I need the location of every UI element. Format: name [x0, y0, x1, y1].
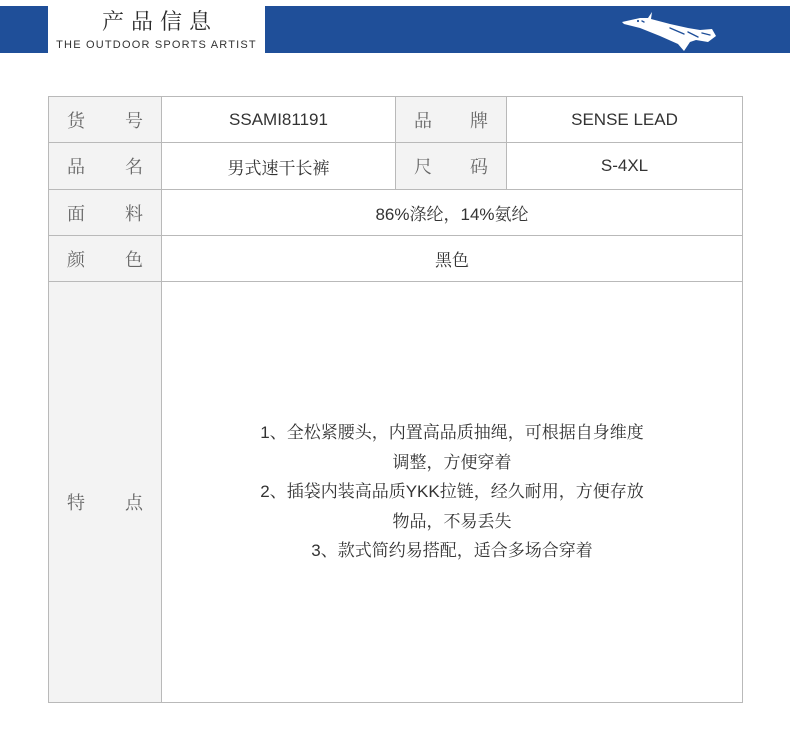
table-row: [49, 190, 743, 236]
item-no-label: [49, 97, 162, 143]
size-value: S-4XL: [507, 143, 743, 190]
size-label-char: 码: [470, 157, 488, 177]
product-spec-table: [48, 96, 743, 703]
features-label-char: 点: [125, 493, 143, 513]
table-row: [49, 97, 743, 143]
features-label: [49, 282, 162, 703]
product-name-label: [49, 143, 162, 190]
item-no-label-char: 号: [125, 110, 143, 131]
size-label-char: 尺: [414, 157, 432, 177]
features-label-char: 特: [67, 493, 85, 513]
features-value: [162, 282, 743, 703]
table-row: [49, 282, 743, 703]
section-subtitle: THE OUTDOOR SPORTS ARTIST: [56, 39, 257, 51]
table-row: [49, 143, 743, 190]
item-no-value: SSAMI81191: [162, 97, 396, 143]
fabric-value: 86%涤纶，14%氨纶: [162, 190, 743, 236]
section-title: 产品信息: [101, 9, 218, 34]
fabric-label-char: 面: [67, 203, 85, 224]
size-label: [396, 143, 507, 190]
feature-line: 2、插袋内装高品质YKK拉链，经久耐用，方便存放: [260, 482, 644, 502]
brand-label-char: 牌: [470, 110, 488, 131]
product-name-value: 男式速干长裤: [162, 143, 396, 190]
brand-label: [396, 97, 507, 143]
brand-label-char: 品: [414, 110, 432, 131]
product-name-label-char: 品: [67, 157, 85, 177]
header-bar-left: [0, 6, 48, 53]
fabric-label: [49, 190, 162, 236]
feature-line: 物品，不易丢失: [392, 511, 512, 531]
feature-line: 调整，方便穿着: [392, 452, 512, 472]
table-row: [49, 236, 743, 282]
color-label-char: 色: [125, 249, 143, 270]
bird-logo-icon: [618, 10, 718, 54]
item-no-label-char: 货: [67, 110, 85, 131]
color-label-char: 颜: [67, 249, 85, 270]
product-name-label-char: 名: [125, 157, 143, 177]
fabric-label-char: 料: [125, 203, 143, 224]
color-value: 黑色: [162, 236, 743, 282]
feature-line: 1、全松紧腰头，内置高品质抽绳，可根据自身维度: [260, 423, 644, 443]
feature-line: 3、款式简约易搭配，适合多场合穿着: [311, 541, 593, 561]
color-label: [49, 236, 162, 282]
brand-value: SENSE LEAD: [507, 97, 743, 143]
